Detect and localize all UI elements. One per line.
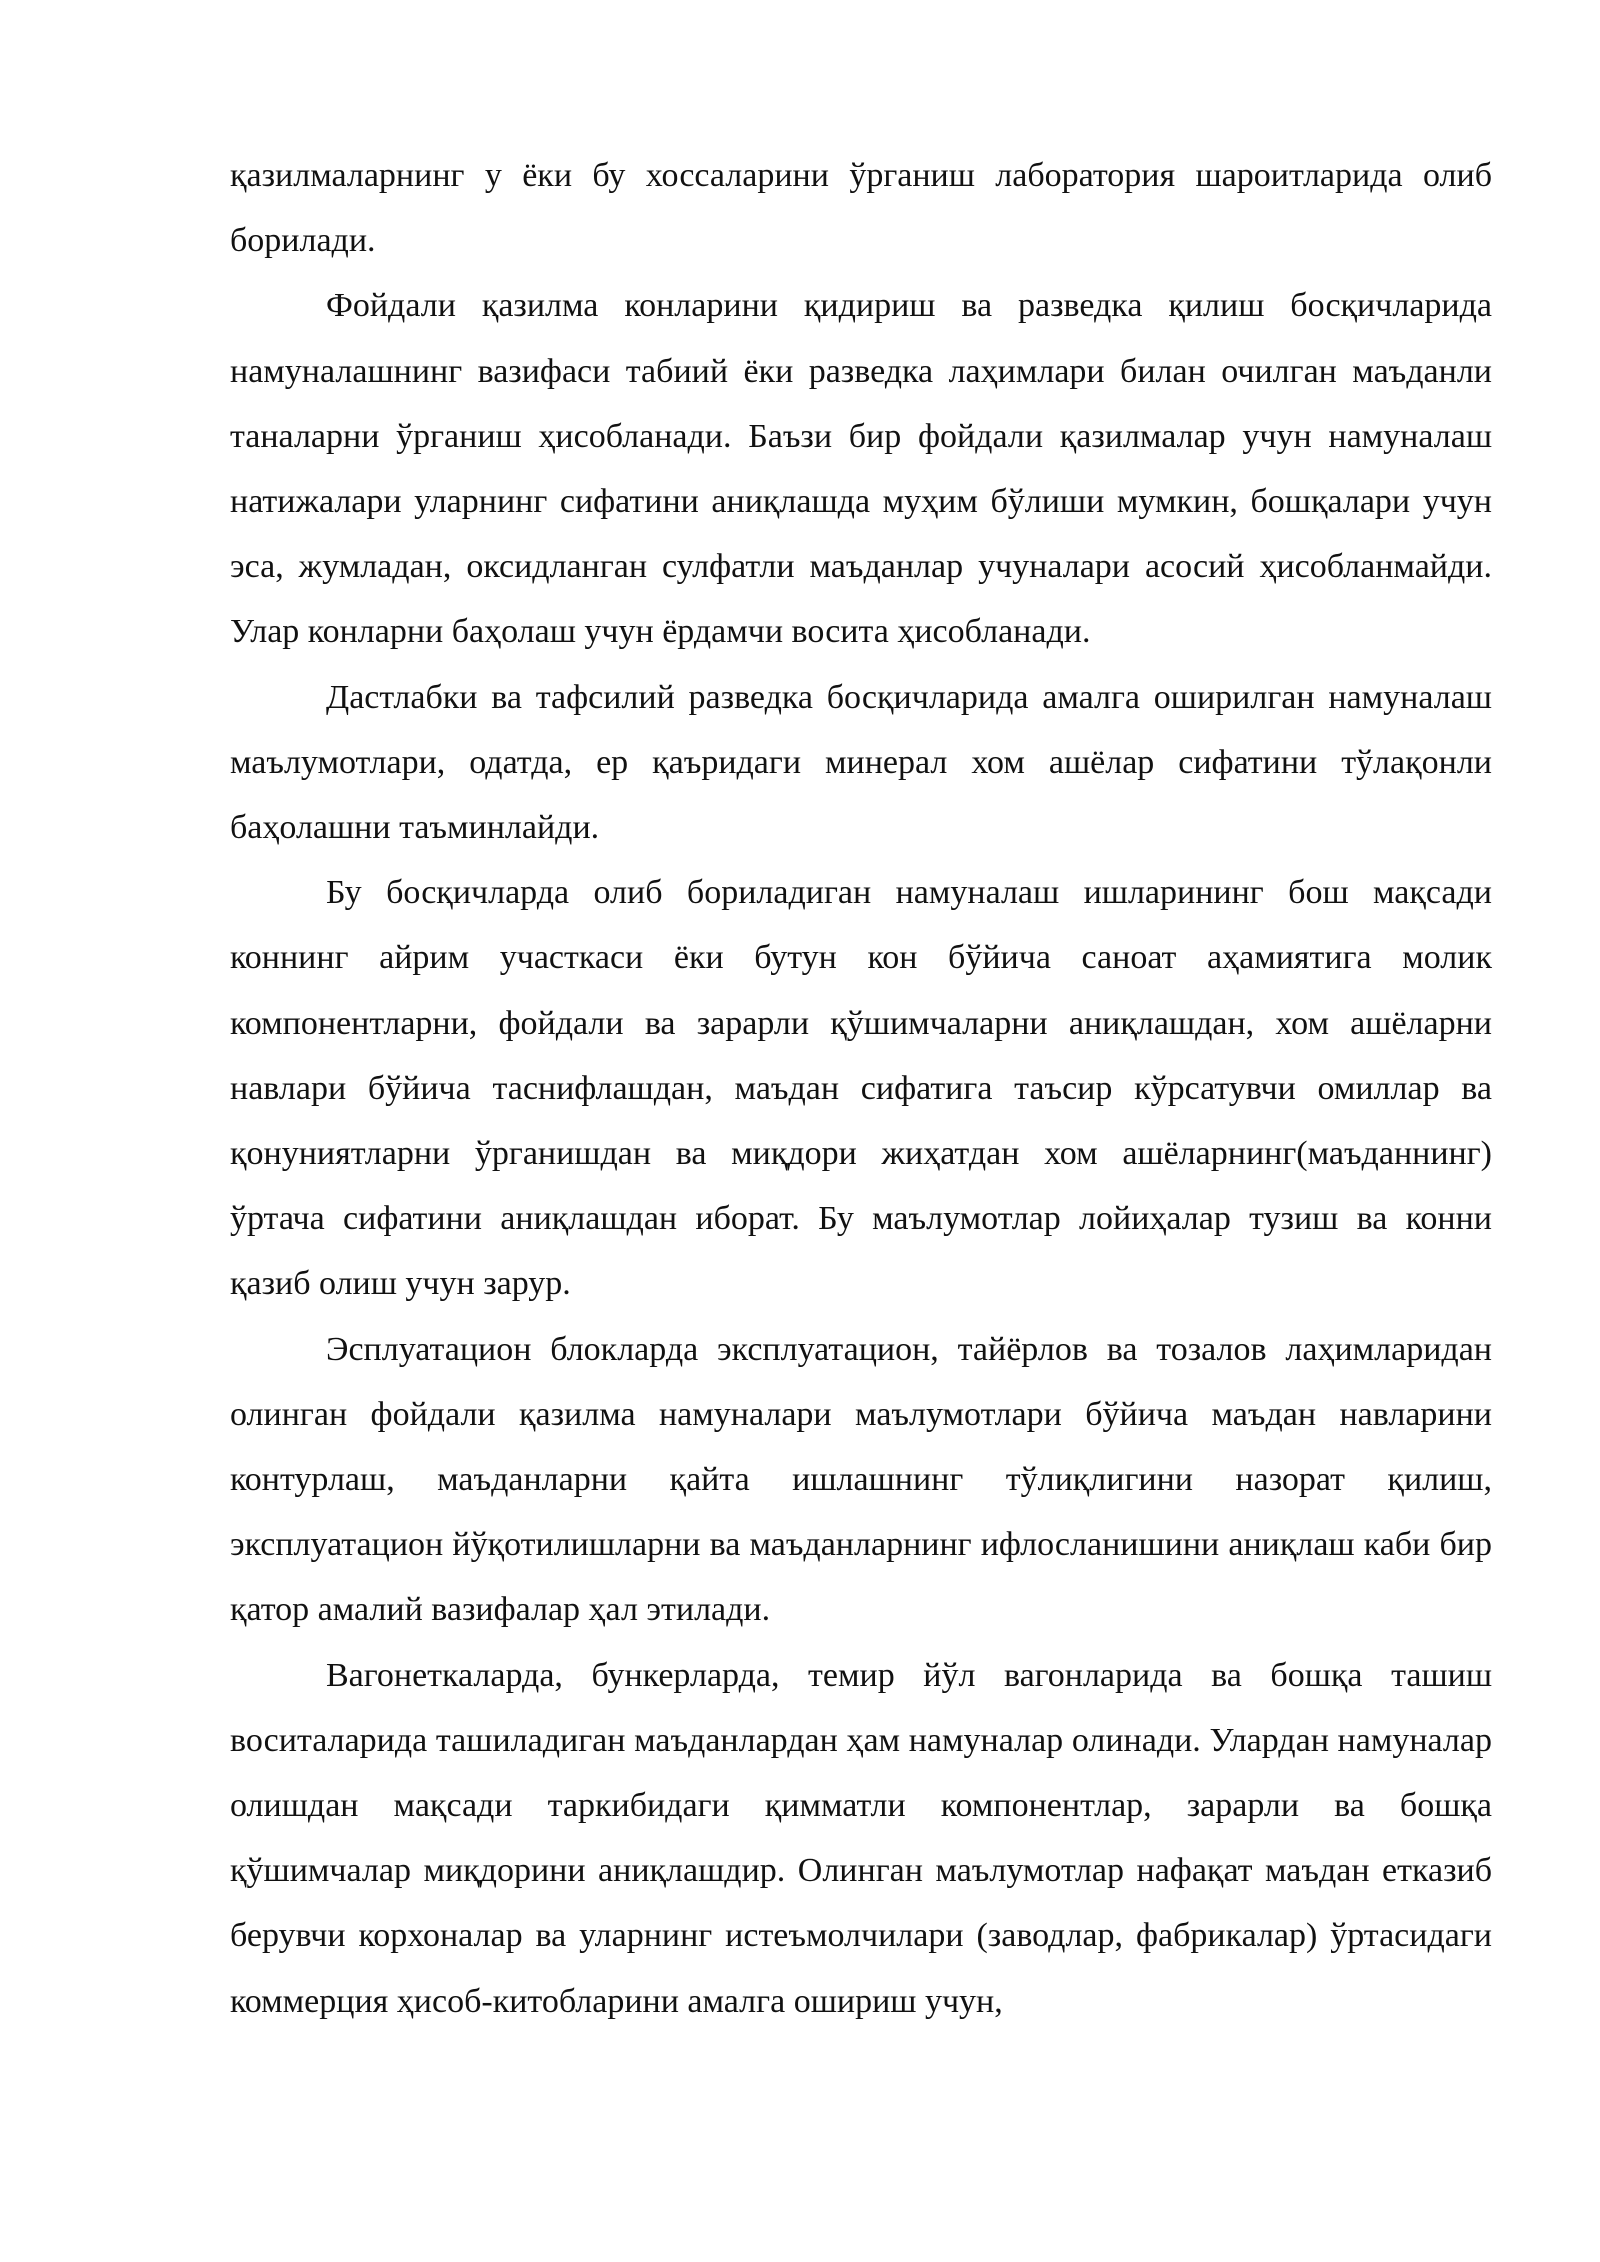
paragraph-continuation: қазилмаларнинг у ёки бу хоссаларини ўрганиш лаборатория шароитларида олиб борилади.	[230, 157, 1492, 260]
paragraph: Фойдали қазилма конларини қидириш ва разведка қилиш босқичларида намуналашнинг вазифаси табиий ёки разведка лаҳимлари билан очилган маъданли таналарни ўрганиш ҳисобланади. Баъзи бир фойдали қазилмалар учун намуналаш натижалари уларнинг сифатини аниқлашда муҳим бўлиши мумкин, бошқалари учун эса, жумладан, оксидланган сулфатли маъданлар учуналари асосий ҳисобланмайди. Улар конларни баҳолаш учун ёрдамчи восита ҳисобланади.	[230, 287, 1492, 651]
paragraph: Дастлабки ва тафсилий разведка босқичларида амалга оширилган намуналаш маълумотлари, одатда, ер қаъридаги минерал хом ашёлар сифатини тўлақонли баҳолашни таъминлайди.	[230, 678, 1492, 847]
document-body	[230, 143, 1492, 2034]
paragraph: Эсплуатацион блокларда эксплуатацион, тайёрлов ва тозалов лаҳимларидан олинган фойдали қазилма намуналари маълумотлари бўйича маъдан навларини контурлаш, маъданларни қайта ишлашнинг тўлиқлигини назорат қилиш, эксплуатацион йўқотилишларни ва маъданларнинг ифлосланишини аниқлаш каби бир қатор амалий вазифалар ҳал этилади.	[230, 1330, 1492, 1629]
paragraph: Вагонеткаларда, бункерларда, темир йўл вагонларида ва бошқа ташиш воситаларида ташиладиган маъданлардан ҳам намуналар олинади. Улардан намуналар олишдан мақсади таркибидаги қимматли компонентлар, зарарли ва бошқа қўшимчалар миқдорини аниқлашдир. Олинган маълумотлар нафақат маъдан етказиб берувчи корхоналар ва уларнинг истеъмолчилари (заводлар, фабрикалар) ўртасидаги коммерция ҳисоб-китобларини амалга ошириш учун,	[230, 1656, 1492, 2020]
paragraph: Бу босқичларда олиб бориладиган намуналаш ишларининг бош мақсади коннинг айрим участкаси ёки бутун кон бўйича саноат аҳамиятига молик компонентларни, фойдали ва зарарли қўшимчаларни аниқлашдан, хом ашёларни навлари бўйича таснифлашдан, маъдан сифатига таъсир кўрсатувчи омиллар ва қонуниятларни ўрганишдан ва миқдори жиҳатдан хом ашёларнинг(маъданнинг) ўртача сифатини аниқлашдан иборат. Бу маълумотлар лойиҳалар тузиш ва конни қазиб олиш учун зарур.	[230, 874, 1492, 1303]
